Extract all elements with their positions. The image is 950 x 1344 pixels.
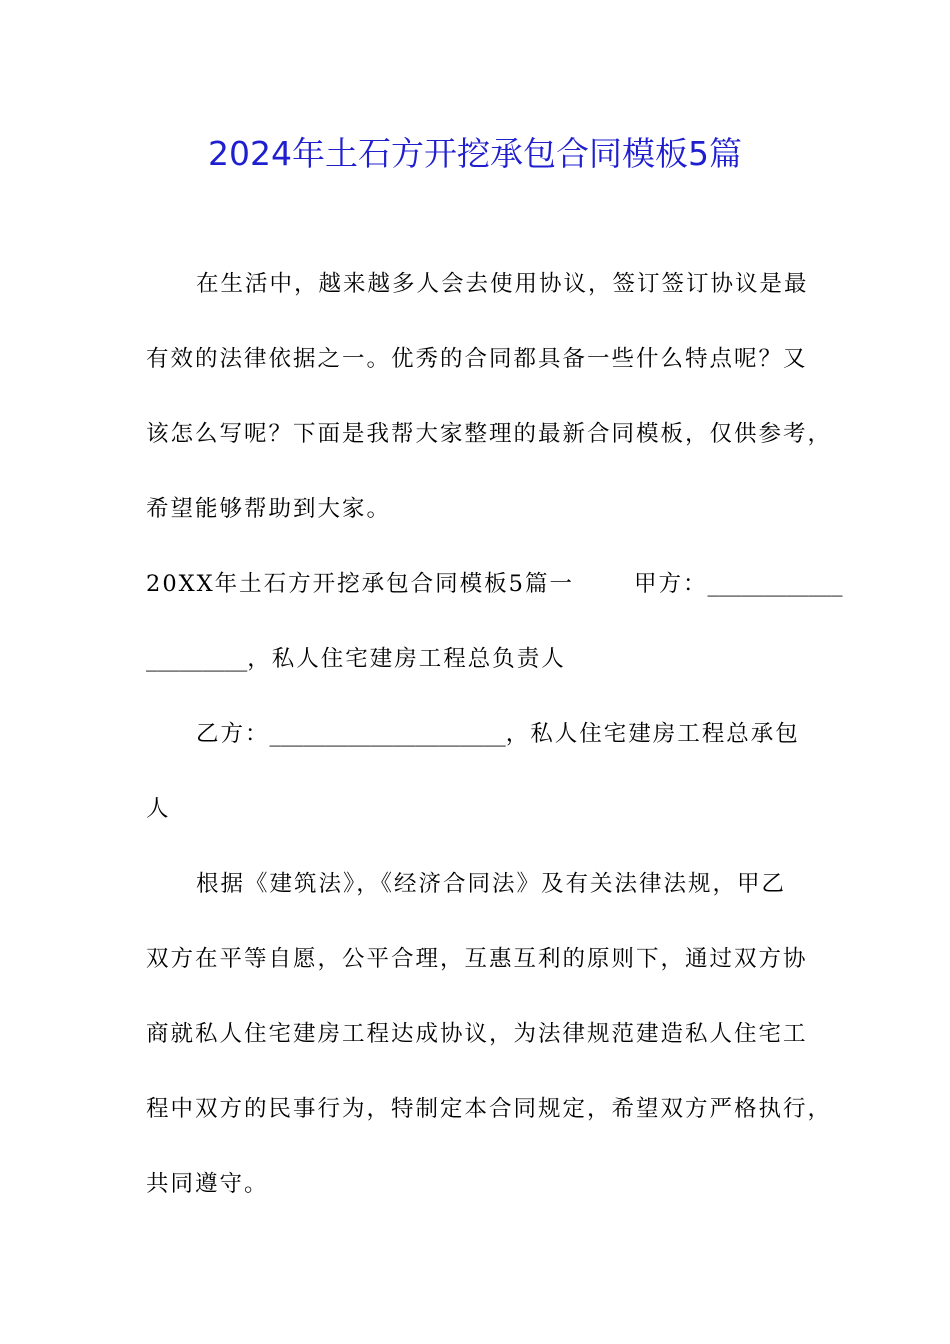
party-b-line [196,716,876,752]
party-b-role: ，私人住宅建房工程总承包 [505,721,800,747]
party-b-role-continued: 人 [146,796,171,822]
body-line-2: 双方在平等自愿，公平合理，互惠互利的原则下，通过双方协 [146,946,808,972]
party-a-role: ，私人住宅建房工程总负责人 [247,646,566,672]
party-b-label: 乙方： [196,721,270,747]
body-line-1: 根据《建筑法》，《经济合同法》及有关法律法规，甲乙 [196,871,787,897]
party-b-blank: _____________________ [269,721,506,747]
party-a-blank-continued: _________ [146,646,248,672]
body-line-4: 程中双方的民事行为，特制定本合同规定，希望双方严格执行， [146,1096,833,1122]
intro-line-3: 该怎么写呢？下面是我帮大家整理的最新合同模板，仅供参考， [146,421,833,447]
party-a-blank: ____________ [707,571,843,597]
intro-line-1: 在生活中，越来越多人会去使用协议，签订签订协议是最 [196,271,809,297]
intro-line-4: 希望能够帮助到大家。 [146,496,392,522]
section-heading-line [146,566,843,602]
body-line-3: 商就私人住宅建房工程达成协议，为法律规范建造私人住宅工 [146,1021,808,1047]
intro-line-2: 有效的法律依据之一。优秀的合同都具备一些什么特点呢？又 [146,346,808,372]
party-a-label: 甲方： [633,571,708,597]
party-a-line [146,641,826,677]
body-line-5: 共同遵守。 [146,1171,269,1197]
section-heading: 20XX年土石方开挖承包合同模板5篇一 [146,571,574,597]
document-title: 2024年土石方开挖承包合同模板5篇 [208,134,742,173]
